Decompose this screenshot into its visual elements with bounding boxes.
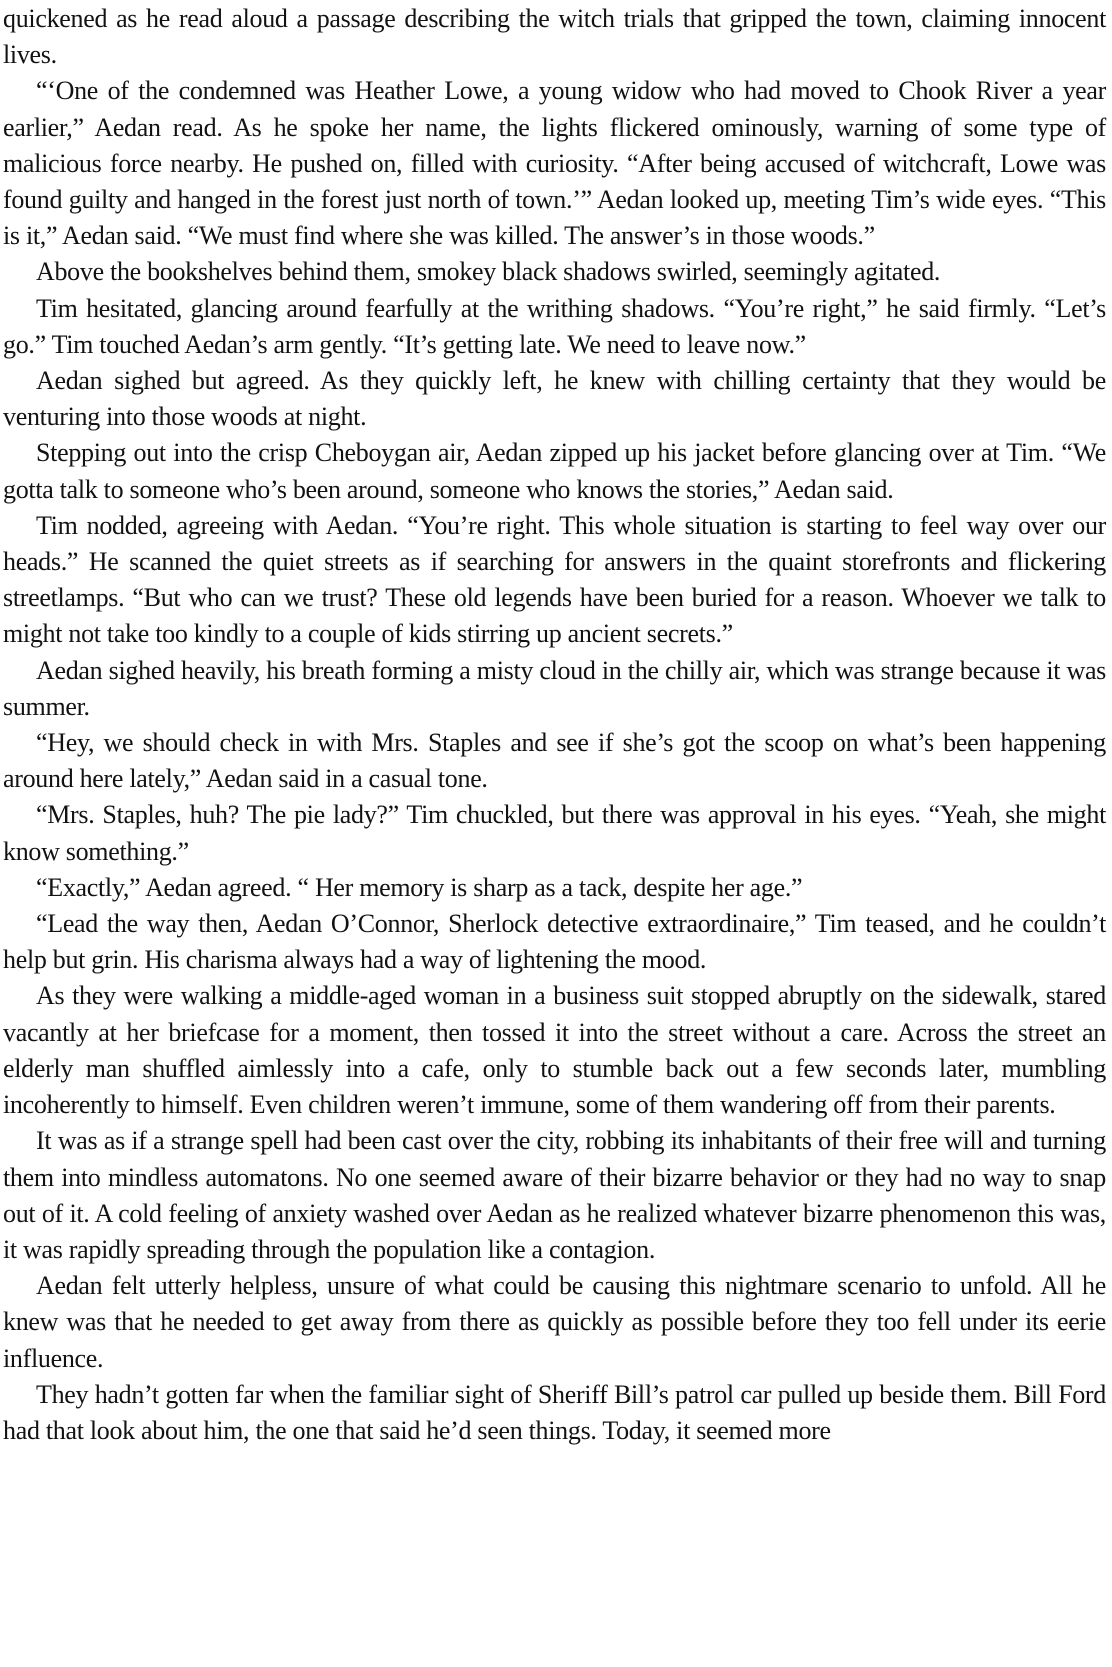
paragraph: “Lead the way then, Aedan O’Connor, Sherlock detective extraordinaire,” Tim teased, and he couldn’t help but grin. His charisma always had a way of lightening the mood. xyxy=(3,909,1106,975)
paragraph: Aedan sighed but agreed. As they quickly left, he knew with chilling certainty that they would be venturing into those woods at night. xyxy=(3,366,1106,432)
paragraph: They hadn’t gotten far when the familiar sight of Sheriff Bill’s patrol car pulled up beside them. Bill Ford had that look about him, the one that said he’d seen things. Today, it seemed more xyxy=(3,1379,1106,1445)
paragraph: quickened as he read aloud a passage describing the witch trials that gripped the town, claiming innocent lives. xyxy=(3,4,1106,70)
paragraph: “Exactly,” Aedan agreed. “ Her memory is sharp as a tack, despite her age.” xyxy=(36,872,803,902)
paragraph: Tim nodded, agreeing with Aedan. “You’re right. This whole situation is starting to feel way over our heads.” He scanned the quiet streets as if searching for answers in the quaint storefronts and flickering streetlamps. “But who can we trust? These old legends have been buried for a reason. Whoever we talk to might not take too kindly to a couple of kids stirring up ancient secrets.” xyxy=(3,510,1106,649)
paragraph: Aedan sighed heavily, his breath forming a misty cloud in the chilly air, which was strange because it was summer. xyxy=(3,655,1106,721)
paragraph: Stepping out into the crisp Cheboygan air, Aedan zipped up his jacket before glancing over at Tim. “We gotta talk to someone who’s been around, someone who knows the stories,” Aedan said. xyxy=(3,438,1106,504)
paragraph: “Hey, we should check in with Mrs. Staples and see if she’s got the scoop on what’s been happening around here lately,” Aedan said in a casual tone. xyxy=(3,728,1106,794)
paragraph: It was as if a strange spell had been cast over the city, robbing its inhabitants of their free will and turning them into mindless automatons. No one seemed aware of their bizarre behavior or they had no way to snap out of it. A cold feeling of anxiety washed over Aedan as he realized whatever bizarre phenomenon this was, it was rapidly spreading through the population like a contagion. xyxy=(3,1126,1106,1264)
paragraph: As they were walking a middle-aged woman in a business suit stopped abruptly on the sidewalk, stared vacantly at her briefcase for a moment, then tossed it into the street without a care. Across the street an elderly man shuffled aimlessly into a cafe, only to stumble back out a few seconds later, mumbling incoherently to himself. Even children weren’t immune, some of them wandering off from their parents. xyxy=(3,981,1106,1120)
paragraph: Tim hesitated, glancing around fearfully at the writhing shadows. “You’re right,” he said firmly. “Let’s go.” Tim touched Aedan’s arm gently. “It’s getting late. We need to leave now.” xyxy=(3,293,1106,359)
paragraph: “Mrs. Staples, huh? The pie lady?” Tim chuckled, but there was approval in his eyes. “Yeah, she might know something.” xyxy=(3,800,1106,866)
page-text-area xyxy=(3,1,1106,1449)
paragraph: “‘One of the condemned was Heather Lowe, a young widow who had moved to Chook River a year earlier,” Aedan read. As he spoke her name, the lights flickered ominously, warning of some type of malicious force nearby. He pushed on, filled with curiosity. “After being accused of witchcraft, Lowe was found guilty and hanged in the forest just north of town.’” Aedan looked up, meeting Tim’s wide eyes. “This is it,” Aedan said. “We must find where she was killed. The answer’s in those woods.” xyxy=(3,76,1106,251)
paragraph: Above the bookshelves behind them, smokey black shadows swirled, seemingly agitated. xyxy=(36,257,941,287)
paragraph: Aedan felt utterly helpless, unsure of what could be causing this nightmare scenario to unfold. All he knew was that he needed to get away from there as quickly as possible before they too fell under its eerie influence. xyxy=(3,1271,1106,1373)
